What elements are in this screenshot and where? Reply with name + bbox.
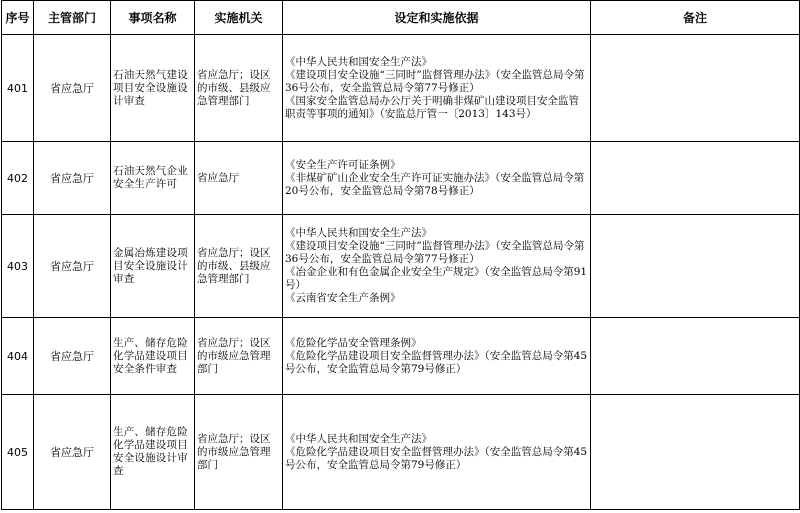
row-basis xyxy=(283,318,591,395)
basis-line: 《中华人民共和国安全生产法》 xyxy=(285,227,432,239)
basis-line: 《安全生产许可证条例》 xyxy=(285,158,401,171)
table-row xyxy=(2,395,800,510)
approval-items-table xyxy=(1,0,800,510)
row-remark xyxy=(591,142,800,215)
row-agency: 省应急厅；设区的市级、县级应急管理部门 xyxy=(195,215,283,318)
row-dept: 省应急厅 xyxy=(34,35,111,142)
row-name: 石油天然气建设项目安全设施设计审查 xyxy=(111,35,195,142)
table-row xyxy=(2,142,800,215)
header-remark: 备注 xyxy=(591,1,800,35)
header-dept: 主管部门 xyxy=(34,1,111,35)
basis-line: 《危险化学品安全管理条例》 xyxy=(285,336,422,349)
row-no: 404 xyxy=(2,318,34,395)
table-row xyxy=(2,215,800,318)
basis-line: 《中华人民共和国安全生产法》 xyxy=(285,55,432,68)
row-dept: 省应急厅 xyxy=(34,395,111,510)
row-dept: 省应急厅 xyxy=(34,142,111,215)
row-name: 石油天然气企业安全生产许可 xyxy=(111,142,195,215)
header-basis: 设定和实施依据 xyxy=(283,1,591,35)
basis-line: 《中华人民共和国安全生产法》 xyxy=(285,432,432,445)
basis-line: 《云南省安全生产条例》 xyxy=(285,292,401,304)
row-no: 401 xyxy=(2,35,34,142)
row-remark xyxy=(591,35,800,142)
row-dept: 省应急厅 xyxy=(34,318,111,395)
row-name: 金属冶炼建设项目安全设施设计审查 xyxy=(111,215,195,318)
row-remark xyxy=(591,215,800,318)
basis-line: 《非煤矿矿山企业安全生产许可证实施办法》（安全监管总局令第20号公布，安全监管总局令第78号修正） xyxy=(285,171,585,197)
header-no: 序号 xyxy=(2,1,34,35)
row-no: 405 xyxy=(2,395,34,510)
row-no: 403 xyxy=(2,215,34,318)
row-basis xyxy=(283,215,591,318)
row-agency: 省应急厅；设区的市级应急管理部门 xyxy=(195,318,283,395)
row-basis xyxy=(283,35,591,142)
basis-line: 《危险化学品建设项目安全监督管理办法》（安全监管总局令第45号公布，安全监管总局令第79号修正） xyxy=(285,349,588,375)
basis-line: 《冶金企业和有色金属企业安全生产规定》（安全监管总局令第91号） xyxy=(285,266,588,291)
row-remark xyxy=(591,318,800,395)
row-remark xyxy=(591,395,800,510)
header-name: 事项名称 xyxy=(111,1,195,35)
row-name: 生产、储存危险化学品建设项目安全设施设计审查 xyxy=(111,395,195,510)
row-basis xyxy=(283,395,591,510)
row-agency: 省应急厅 xyxy=(195,142,283,215)
row-no: 402 xyxy=(2,142,34,215)
basis-line: 《危险化学品建设项目安全监督管理办法》（安全监管总局令第45号公布，安全监管总局令第79号修正） xyxy=(285,445,588,471)
header-agency: 实施机关 xyxy=(195,1,283,35)
table-row xyxy=(2,35,800,142)
basis-line: 《国家安全监管总局办公厅关于明确非煤矿山建设项目安全监管职责等事项的通知》（安监总厅管一〔2013〕143号） xyxy=(285,94,579,120)
row-dept: 省应急厅 xyxy=(34,215,111,318)
basis-line: 《建设项目安全设施“三同时”监督管理办法》（安全监管总局令第36号公布，安全监管总局令第77号修正） xyxy=(285,68,585,94)
row-name: 生产、储存危险化学品建设项目安全条件审查 xyxy=(111,318,195,395)
row-agency: 省应急厅；设区的市级应急管理部门 xyxy=(195,395,283,510)
row-agency: 省应急厅；设区的市级、县级应急管理部门 xyxy=(195,35,283,142)
table-header-row xyxy=(2,1,800,35)
row-basis xyxy=(283,142,591,215)
table-row xyxy=(2,318,800,395)
basis-line: 《建设项目安全设施“三同时”监督管理办法》（安全监管总局令第36号公布，安全监管总局令第77号修正） xyxy=(285,240,585,265)
